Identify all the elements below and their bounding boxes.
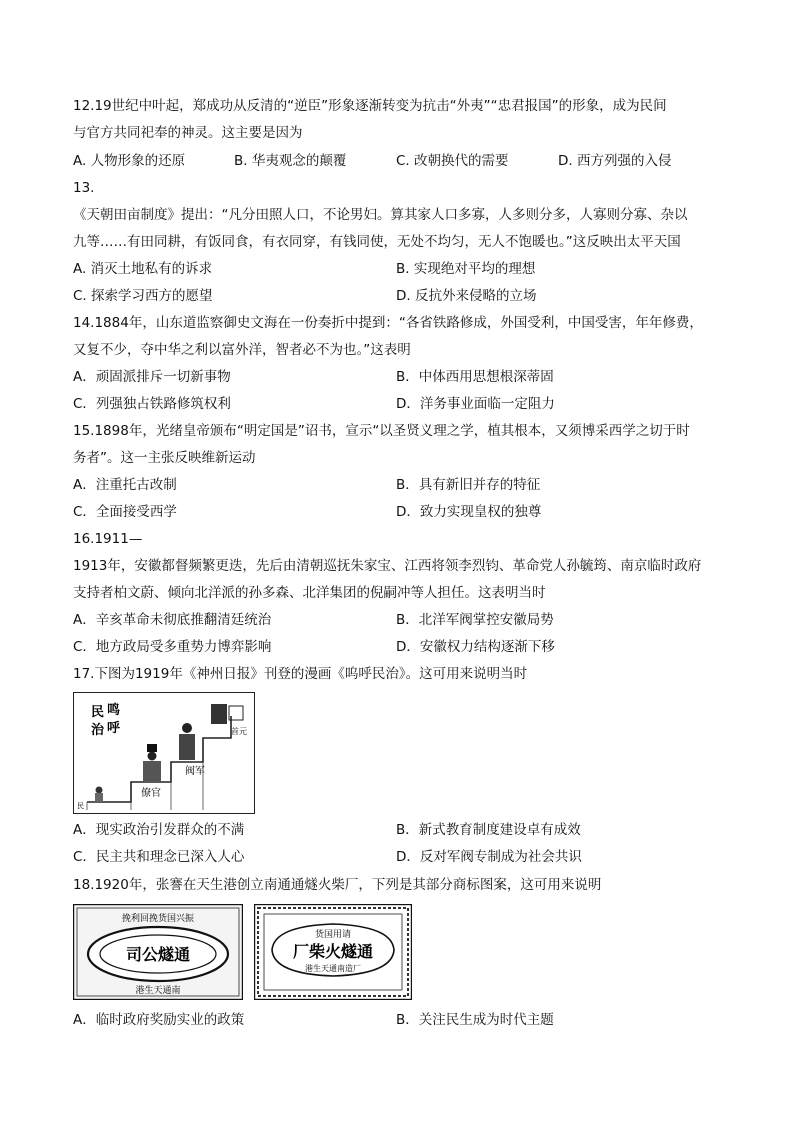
label-people: 民 <box>77 802 84 810</box>
trademark-1-center-text: 司公燧通 <box>125 945 191 964</box>
q14-option-c[interactable]: C．列强独占铁路修筑权利 <box>73 396 231 412</box>
middle-figure-body <box>179 734 195 760</box>
q12-stem-line1: 12.19世纪中叶起，郑成功从反清的“逆臣”形象逐渐转变为抗击“外夷”“忠君报国”的形象，成为民间 <box>73 98 667 114</box>
q15-option-a[interactable]: A．注重托古改制 <box>73 477 177 493</box>
q12-option-d[interactable]: D. 西方列强的入侵 <box>558 153 672 169</box>
q17-option-c[interactable]: C．民主共和理念已深入人心 <box>73 849 245 865</box>
q16-option-a[interactable]: A．辛亥革命未彻底推翻清廷统治 <box>73 612 272 628</box>
q18-trademark-2 <box>254 904 412 1000</box>
q15-option-b[interactable]: B．具有新旧并存的特征 <box>396 477 541 493</box>
q14-option-b[interactable]: B．中体西用思想根深蒂固 <box>396 369 554 385</box>
trademark-1-svg <box>73 904 243 1000</box>
trademark-1-top-text: 挽利回挽货国兴振 <box>121 914 195 924</box>
q13-option-c[interactable]: C. 探索学习西方的愿望 <box>73 288 213 304</box>
label-head-of-state: 首元 <box>231 727 247 736</box>
q16-option-d[interactable]: D．安徽权力结构逐渐下移 <box>396 639 555 655</box>
q12-option-a[interactable]: A. 人物形象的还原 <box>73 153 186 169</box>
label-bureaucrats: 僚官 <box>141 788 161 799</box>
q14-stem-line1: 14.1884年，山东道监察御史文海在一份奏折中提到：“各省铁路修成，外国受利，中国受害，年年修费， <box>73 315 703 331</box>
q17-option-d[interactable]: D．反对军阀专制成为社会共识 <box>396 849 582 865</box>
q12-option-c[interactable]: C. 改朝换代的需要 <box>396 153 509 169</box>
q12-option-b[interactable]: B. 华夷观念的颠覆 <box>234 153 347 169</box>
q14-stem-line2: 又复不少，夺中华之利以富外洋，智者必不为也。”这表明 <box>73 342 411 358</box>
q13-option-a[interactable]: A. 消灭土地私有的诉求 <box>73 261 213 277</box>
q16-stem-line3: 支持者柏文蔚、倾向北洋派的孙多森、北洋集团的倪嗣冲等人担任。这表明当时 <box>73 585 546 601</box>
q17-option-b[interactable]: B．新式教育制度建设卓有成效 <box>396 822 581 838</box>
cartoon-title-char-1: 民 <box>91 705 105 720</box>
q16-stem-line2: 1913年，安徽都督频繁更迭，先后由清朝巡抚朱家宝、江西将领李烈钧、革命党人孙毓筠、南京临时政府 <box>73 558 702 574</box>
q14-option-a[interactable]: A．顽固派排斥一切新事物 <box>73 369 231 385</box>
q17-stem-line1: 17.下图为1919年《神州日报》刊登的漫画《呜呼民治》。这可用来说明当时 <box>73 666 528 682</box>
cartoon-title-char-3: 治 <box>91 723 105 738</box>
q13-option-b[interactable]: B. 实现绝对平均的理想 <box>396 261 536 277</box>
official-body <box>143 761 161 781</box>
middle-figure-head <box>182 723 192 733</box>
official-head <box>148 752 157 761</box>
official-hat <box>147 744 157 752</box>
q18-option-b[interactable]: B．关注民生成为时代主题 <box>396 1012 554 1028</box>
q13-stem-line1: 《天朝田亩制度》提出：“凡分田照人口，不论男妇。算其家人口多寡，人多则分多，人寡则分寡、杂以 <box>73 207 688 223</box>
q12-stem-line2: 与官方共同祀奉的神灵。这主要是因为 <box>73 125 303 141</box>
q15-option-c[interactable]: C．全面接受西学 <box>73 504 177 520</box>
q17-option-a[interactable]: A．现实政治引发群众的不满 <box>73 822 245 838</box>
q16-stem-line1: 16.1911— <box>73 531 143 547</box>
q17-cartoon <box>73 692 255 814</box>
q13-option-d[interactable]: D. 反抗外来侵略的立场 <box>396 288 537 304</box>
q18-stem-line1: 18.1920年，张謇在天生港创立南通通燧火柴厂，下列是其部分商标图案，这可用来说明 <box>73 877 602 893</box>
cartoon-svg <box>73 692 255 814</box>
q16-option-c[interactable]: C．地方政局受多重势力博弈影响 <box>73 639 272 655</box>
q18-option-a[interactable]: A．临时政府奖励实业的政策 <box>73 1012 245 1028</box>
trademark-2-center-text: 厂柴火燧通 <box>292 942 374 961</box>
top-figure <box>211 704 227 724</box>
cartoon-title-char-2: 鸣 <box>107 703 121 718</box>
trademark-2-svg <box>254 904 412 1000</box>
q16-option-b[interactable]: B．北洋军阀掌控安徽局势 <box>396 612 554 628</box>
q13-number: 13. <box>73 180 95 196</box>
people-head <box>96 787 103 794</box>
q14-option-d[interactable]: D．洋务事业面临一定阻力 <box>396 396 555 412</box>
trademark-1-bottom-text: 港生天通南 <box>135 986 181 996</box>
cartoon-title-char-4: 呼 <box>107 721 121 736</box>
trademark-2-bottom-text: 港生天通南造厂 <box>305 964 361 973</box>
q15-stem-line2: 务者”。这一主张反映维新运动 <box>73 450 256 466</box>
people-body <box>95 793 103 802</box>
q18-trademark-1 <box>73 904 243 1000</box>
q15-stem-line1: 15.1898年，光绪皇帝颁布“明定国是”诏书，宣示“以圣贤义理之学，植其根本，又须博采西学之切于时 <box>73 423 690 439</box>
q13-stem-line2: 九等……有田同耕，有饭同食，有衣同穿，有钱同使，无处不均匀，无人不饱暖也。”这反映出太平天国 <box>73 234 681 250</box>
q15-option-d[interactable]: D．致力实现皇权的独尊 <box>396 504 542 520</box>
label-warlords: 阀军 <box>185 766 205 777</box>
trademark-2-top-text: 货国用请 <box>314 930 352 940</box>
